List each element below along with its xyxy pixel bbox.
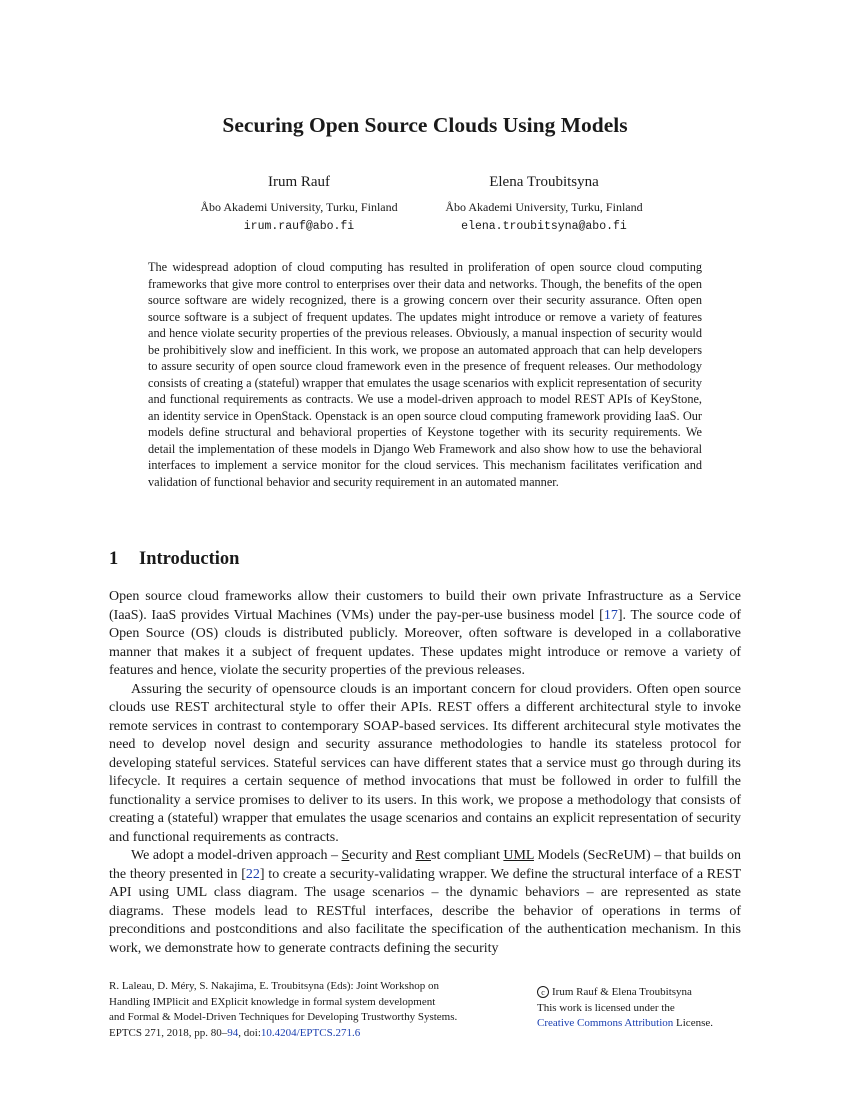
text-run: ]. The source code of Open Source (OS) clouds is distributed publicly. Moreover, often software is developed in a collaborative manner that makes it a subject of frequent updates. These updates might introduce or remove a variety of features and hence, violate the security properties of the previous releases.: [109, 607, 741, 678]
text-run: S: [341, 848, 350, 863]
text-run: Open source cloud frameworks allow their customers to build their own private Infrastructure as a Service (IaaS). IaaS provides Virtual Machines (VMs) under the pay-per-use business model [: [109, 589, 741, 623]
copyright-icon: c: [537, 986, 549, 998]
text-run: We adopt a model-driven approach –: [131, 848, 342, 863]
text-run: , doi:: [238, 1026, 261, 1039]
copyright-holders: Irum Rauf & Elena Troubitsyna: [552, 986, 692, 998]
author-affiliation: Åbo Akademi University, Turku, Finland: [445, 200, 643, 214]
text-run: Re: [415, 848, 431, 863]
section-number: 1: [109, 549, 119, 569]
text-run: UML: [503, 848, 534, 863]
footnote-line: and Formal & Model-Driven Techniques for Developing Trustworthy Systems.: [109, 1011, 458, 1023]
license-footnote: [537, 985, 747, 1032]
footnote-line: Handling IMPlicit and EXplicit knowledge in formal system development: [109, 995, 436, 1008]
text-run: License.: [673, 1017, 713, 1029]
paragraph: [109, 588, 741, 681]
text-run: st compliant: [431, 848, 504, 863]
paragraph: [109, 847, 741, 958]
text-run: EPTCS 271, 2018, pp. 80–: [109, 1026, 228, 1039]
footnote-line: R. Laleau, D. Méry, S. Nakajima, E. Troubitsyna (Eds): Joint Workshop on: [109, 980, 440, 992]
last-page-link[interactable]: 94: [227, 1026, 239, 1039]
citation-link[interactable]: 22: [245, 866, 260, 882]
author-name: Elena Troubitsyna: [489, 174, 599, 190]
author-affiliation: Åbo Akademi University, Turku, Finland: [200, 200, 398, 214]
section-title: Introduction: [139, 549, 240, 569]
paragraph: Assuring the security of opensource clouds is an important concern for cloud providers. Often open source clouds use REST architectural style to offer their APIs. REST offers a different architectural style to invoke remote services in contrast to contemporary SOAP-based services. Its different architecural style motivates the need to develop novel design and security assurance methodologies to handle its stateless protocol for developing stateful services. Stateful services can have different states that a service must go through during its lifecycle. It requires a certain sequence of method invocations that must be followed in order to fulfill the functionality a service promises to deliver to its users. In this work, we propose a methodology that consists of creating a (stateful) wrapper that emulates the usage scenarios and contains an explicit representation of security and functional requirements as contracts.: [109, 681, 741, 845]
footnote-line: [109, 1026, 529, 1042]
author-2: [404, 172, 684, 236]
doi-link[interactable]: 10.4204/EPTCS.271.6: [260, 1026, 361, 1039]
text-run: Models (SecReUM) – that builds on the theory presented in [: [109, 848, 741, 882]
section-heading: [109, 549, 239, 570]
author-email: elena.troubitsyna@abo.fi: [461, 220, 627, 233]
license-line: This work is licensed under the: [537, 1001, 675, 1014]
author-1: [159, 172, 439, 236]
text-run: ] to create a security-validating wrapper. We define the structural interface of a REST API using UML class diagram. The usage scenarios – the dynamic behaviors – are represented as state diagrams. These models lead to RESTful interfaces, describe the behavior of operations in terms of preconditions and postconditions and also facilitate the specification of the authentication mechanism. In this work, we demonstrate how to generate contracts defining the security: [109, 866, 742, 956]
venue-footnote: [109, 979, 529, 1041]
author-name: Irum Rauf: [267, 174, 331, 190]
text-run: ecurity and: [349, 848, 416, 863]
license-line: [537, 1016, 747, 1032]
paper-title: Securing Open Source Clouds Using Models: [222, 113, 628, 137]
abstract: The widespread adoption of cloud computing has resulted in proliferation of open source cloud computing frameworks that give more control to enterprises over their data and networks. Though, the benefits of the open source software are widely recognized, there is a growing concern over their security assurance. Often open source software is a subject of frequent updates. The updates might introduce or remove a variety of features and hence violate security properties of the previous releases. Obviously, a manual inspection of security would be prohibitively slow and inefficient. In this work, we propose an automated approach that can help developers to assure security of open source cloud framework even in the presence of frequent releases. Our methodology consists of creating a (stateful) wrapper that emulates the usage scenarios with explicit representation of security and functional requirements as contracts. We use a model-driven approach to model REST APIs of KeyStone, an identity service in OpenStack. Openstack is an open source cloud computing framework providing IaaS. Our models define structural and behavioral properties of Keystone together with its security requirements. We detail the implementation of these models in Django Web Framework and also show how to use the behavioral interfaces to implement a service monitor for the cloud services. This mechanism facilitates verification and validation of functional behavior and security requirement in an automated manner.: [148, 260, 702, 489]
introduction-body: [109, 588, 741, 958]
license-link[interactable]: Creative Commons Attribution: [537, 1017, 674, 1029]
copyright-line: [537, 985, 747, 1001]
author-email: irum.rauf@abo.fi: [243, 220, 355, 233]
citation-link[interactable]: 17: [603, 607, 618, 623]
